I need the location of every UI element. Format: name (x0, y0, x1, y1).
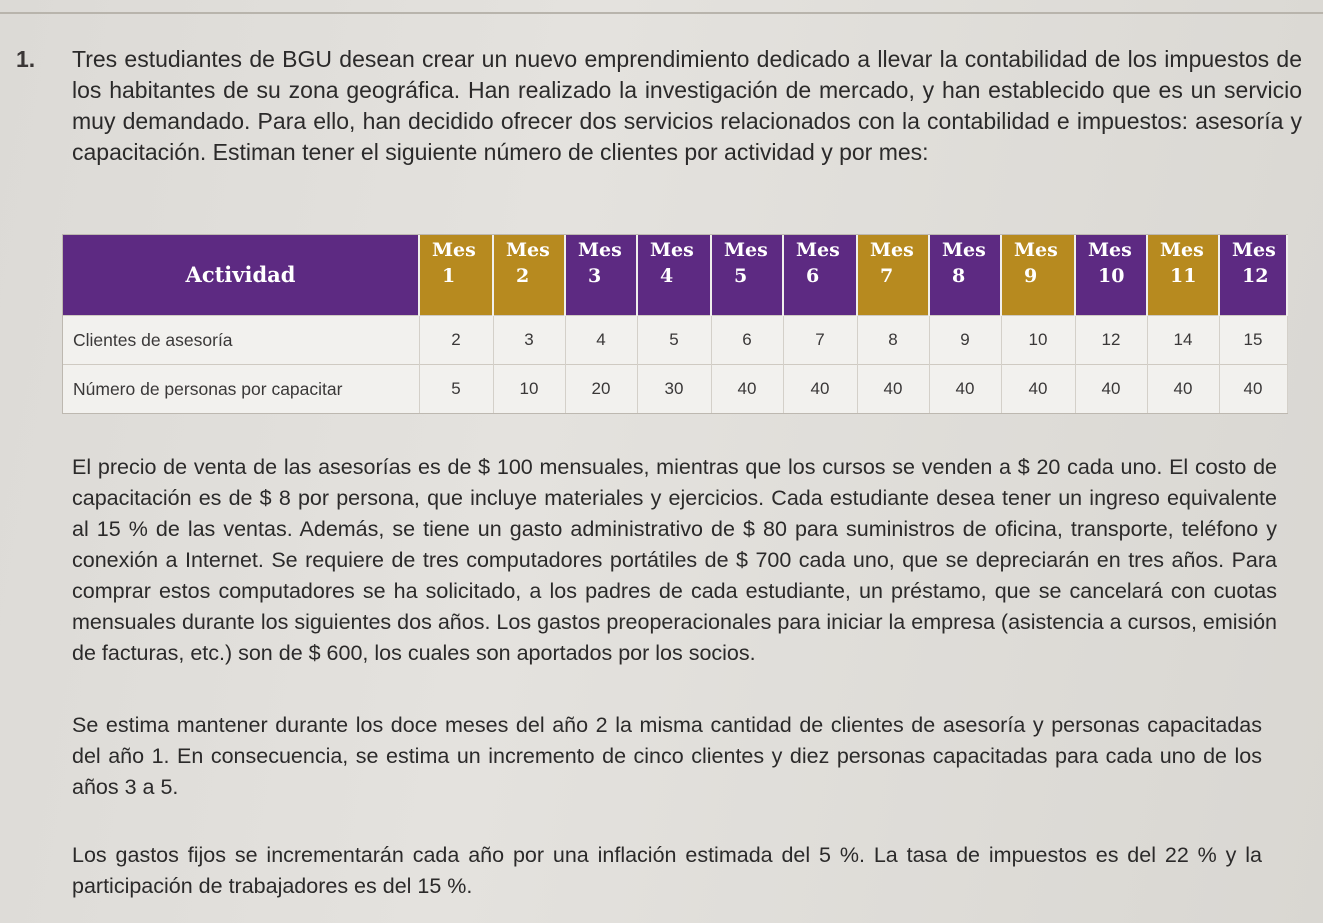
header-month-3 (565, 235, 637, 316)
table-cell: 8 (857, 316, 929, 365)
table-cell: 9 (929, 316, 1001, 365)
table-header-row (63, 235, 1287, 316)
month-number: 4 (660, 265, 674, 287)
header-month-1 (419, 235, 493, 316)
month-word: Mes (1232, 239, 1276, 261)
table-cell: 40 (1001, 365, 1075, 414)
header-month-9 (1001, 235, 1075, 316)
top-divider (0, 12, 1323, 14)
month-word: Mes (870, 239, 914, 261)
header-month-2 (493, 235, 565, 316)
table-cell: 4 (565, 316, 637, 365)
month-word: Mes (650, 239, 694, 261)
month-number: 7 (880, 265, 894, 287)
header-month-5 (711, 235, 783, 316)
table-cell: 12 (1075, 316, 1147, 365)
table-cell: 7 (783, 316, 857, 365)
month-word: Mes (1014, 239, 1058, 261)
table-cell: 40 (1147, 365, 1219, 414)
table-cell: 14 (1147, 316, 1219, 365)
question-number: 1. (16, 46, 36, 72)
header-month-7 (857, 235, 929, 316)
month-number: 9 (1024, 265, 1038, 287)
header-month-12 (1219, 235, 1287, 316)
header-month-8 (929, 235, 1001, 316)
header-month-4 (637, 235, 711, 316)
table-cell: 40 (711, 365, 783, 414)
header-activity: Actividad (63, 235, 419, 316)
table-cell: 5 (419, 365, 493, 414)
month-number: 5 (734, 265, 748, 287)
header-month-6 (783, 235, 857, 316)
month-number: 11 (1170, 265, 1197, 287)
table-cell: 40 (857, 365, 929, 414)
month-number: 3 (588, 265, 602, 287)
table-cell: 40 (1219, 365, 1287, 414)
table-cell: 40 (929, 365, 1001, 414)
table-cell: 10 (1001, 316, 1075, 365)
table-cell: 5 (637, 316, 711, 365)
table-cell: 10 (493, 365, 565, 414)
table-cell: 40 (783, 365, 857, 414)
table-cell: 2 (419, 316, 493, 365)
table-cell: 15 (1219, 316, 1287, 365)
month-word: Mes (796, 239, 840, 261)
row-label: Número de personas por capacitar (63, 365, 419, 414)
month-word: Mes (432, 239, 476, 261)
table-cell: 30 (637, 365, 711, 414)
clients-table (62, 234, 1288, 414)
month-number: 2 (516, 265, 530, 287)
estimate-paragraph: Se estima mantener durante los doce meses del año 2 la misma cantidad de clientes de asesoría y personas capacitadas del año 1. En consecuencia, se estima un incremento de cinco clientes y diez personas capacitadas para cada uno de los años 3 a 5. (72, 713, 1262, 799)
month-number: 8 (952, 265, 966, 287)
month-number: 12 (1242, 265, 1269, 287)
fixed-costs-paragraph: Los gastos fijos se incrementarán cada año por una inflación estimada del 5 %. La tasa de impuestos es del 22 % y la participación de trabajadores es del 15 %. (72, 843, 1262, 898)
month-word: Mes (1160, 239, 1204, 261)
header-month-10 (1075, 235, 1147, 316)
table-cell: 40 (1075, 365, 1147, 414)
header-month-11 (1147, 235, 1219, 316)
month-word: Mes (942, 239, 986, 261)
table-row (63, 316, 1287, 365)
table-row (63, 365, 1287, 414)
month-number: 10 (1098, 265, 1125, 287)
month-word: Mes (1088, 239, 1132, 261)
row-label: Clientes de asesoría (63, 316, 419, 365)
month-number: 6 (806, 265, 820, 287)
pricing-paragraph: El precio de venta de las asesorías es de $ 100 mensuales, mientras que los cursos se venden a $ 20 cada uno. El costo de capacitación es de $ 8 por persona, que incluye materiales y ejercicios. Cada estudiante desea tener un ingreso equivalente al 15 % de las ventas. Además, se tiene un gasto administrativo de $ 80 para suministros de oficina, transporte, teléfono y conexión a Internet. Se requiere de tres computadores portátiles de $ 700 cada uno, que se depreciarán en tres años. Para comprar estos computadores se ha solicitado, a los padres de cada estudiante, un préstamo, que se cancelará con cuotas mensuales durante los siguientes dos años. Los gastos preoperacionales para iniciar la empresa (asistencia a cursos, emisión de facturas, etc.) son de $ 600, los cuales son aportados por los socios. (72, 455, 1277, 665)
table-cell: 3 (493, 316, 565, 365)
table-cell: 6 (711, 316, 783, 365)
table-cell: 20 (565, 365, 637, 414)
intro-paragraph: Tres estudiantes de BGU desean crear un nuevo emprendimiento dedicado a llevar la contabilidad de los impuestos de los habitantes de su zona geográfica. Han realizado la investigación de mercado, y han establecido que es un servicio muy demandado. Para ello, han decidido ofrecer dos servicios relacionados con la contabilidad e impuestos: asesoría y capacitación. Estiman tener el siguiente número de clientes por actividad y por mes: (72, 46, 1302, 165)
month-word: Mes (724, 239, 768, 261)
month-word: Mes (506, 239, 550, 261)
month-number: 1 (442, 265, 456, 287)
month-word: Mes (578, 239, 622, 261)
